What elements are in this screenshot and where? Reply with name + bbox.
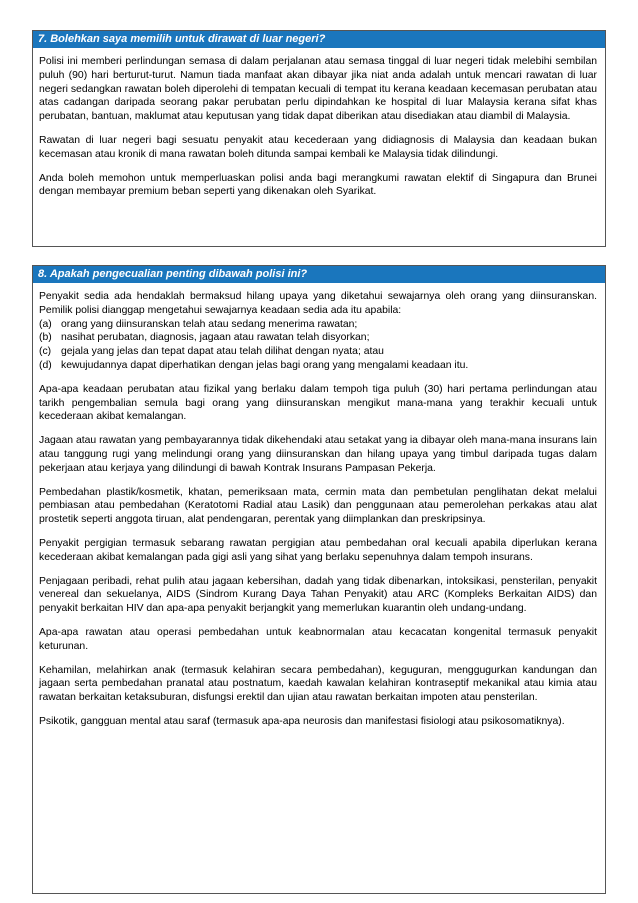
list-item-text: nasihat perubatan, diagnosis, jagaan atau rawatan telah disyorkan; — [61, 332, 370, 344]
section-8-intro: Penyakit sedia ada hendaklah bermaksud hilang upaya yang diketahui sewajarnya oleh orang yang diinsuranskan. Pemilik polisi dianggap mengetahui sewajarnya keadaan sedia ada itu apabila: — [39, 291, 597, 316]
exclusion-paragraph: Pembedahan plastik/kosmetik, khatan, pemeriksaan mata, cermin mata dan pembetulan penglihatan dekat melalui pembiasan atau pembedahan (Keratotomi Radial atau Lasik) dan penggunaan atau pemerolehan perkakas atau alat prostetik seperti anggota tiruan, alat pendengaran, perentak yang diimplankan dan preskripsinya. — [39, 486, 597, 526]
list-item-text: gejala yang jelas dan tepat dapat atau telah dilihat dengan nyata; atau — [61, 346, 384, 358]
exclusion-paragraph: Apa-apa rawatan atau operasi pembedahan untuk keabnormalan atau kecacatan kongenital termasuk penyakit keturunan. — [39, 626, 597, 652]
section-7-paragraph: Rawatan di luar negeri bagi sesuatu penyakit atau kecederaan yang didiagnosis di Malaysia dan keadaan bukan kecemasan atau kronik di mana rawatan boleh ditunda sampai kembali ke Malaysia tidak dilindungi. — [39, 134, 597, 160]
exclusion-paragraph: Penjagaan peribadi, rehat pulih atau jagaan kebersihan, dadah yang tidak dibenarkan, intoksikasi, pensterilan, penyakit venereal dan sekuelanya, AIDS (Sindrom Kurang Daya Tahan Penyakit) atau ARC (Kompleks Berkaitan AIDS) dan penyakit berkaitan HIV dan apa-apa penyakit berjangkit yang memerlukan kuarantin oleh undang-undang. — [39, 575, 597, 615]
list-marker: (a) — [39, 318, 52, 330]
exclusion-paragraph: Psikotik, gangguan mental atau saraf (termasuk apa-apa neurosis dan manifestasi fisiologi atau psikosomatiknya). — [39, 715, 565, 727]
list-marker: (d) — [39, 359, 52, 371]
condition-list — [39, 318, 597, 373]
section-7-paragraph: Polisi ini memberi perlindungan semasa di dalam perjalanan atau semasa tinggal di luar negeri tidak melebihi sembilan puluh (90) hari berturut-turut. Namun tiada manfaat akan dibayar jika niat anda adalah untuk mencari rawatan di luar negeri sedangkan rawatan boleh diperolehi di tempatan kecuali di tempat itu kerana keadaan kecemasan perubatan atau atas cadangan daripada seorang pakar perubatan perlu dipindahkan ke hospital di luar Malaysia kerana sifat khas perubatan, bantuan, maklumat atau keputusan yang tidak dapat diberikan atau disediakan atau diambil di Malaysia. — [39, 56, 597, 123]
list-item — [39, 345, 597, 359]
list-item — [39, 331, 597, 345]
list-marker: (b) — [39, 332, 52, 344]
section-8-body — [33, 283, 605, 729]
section-8-title: 8. Apakah pengecualian penting dibawah polisi ini? — [33, 266, 605, 283]
section-7-box — [32, 30, 606, 247]
list-item — [39, 318, 597, 332]
list-item-text: kewujudannya dapat diperhatikan dengan jelas bagi orang yang mengalami keadaan itu. — [61, 359, 469, 371]
exclusion-paragraph: Jagaan atau rawatan yang pembayarannya tidak dikehendaki atau setakat yang ia dibayar oleh mana-mana insurans lain atau tanggung rugi yang melindungi orang yang diinsuranskan dan hilang upaya yang timbul daripada tugas dalam pekerjaan atau kerjaya yang dilindungi di bawah Kontrak Insurans Pampasan Pekerja. — [39, 435, 597, 474]
section-8-box — [32, 265, 606, 894]
exclusion-paragraph: Apa-apa keadaan perubatan atau fizikal yang berlaku dalam tempoh tiga puluh (30) hari pertama perlindungan atau tarikh pengembalian semula bagi orang yang diinsuranskan mengikut mana-mana yang terakhir kecuali untuk kecederaan akibat kemalangan. — [39, 383, 597, 423]
section-7-title: 7. Bolehkan saya memilih untuk dirawat di luar negeri? — [33, 31, 605, 48]
section-7-body — [33, 48, 605, 199]
list-item-text: orang yang diinsuranskan telah atau sedang menerima rawatan; — [61, 318, 358, 330]
section-7-paragraph: Anda boleh memohon untuk memperluaskan polisi anda bagi merangkumi rawatan elektif di Singapura dan Brunei dengan membayar premium beban seperti yang dikenakan oleh Syarikat. — [39, 172, 597, 198]
list-marker: (c) — [39, 346, 52, 358]
list-item — [39, 359, 597, 373]
exclusion-paragraph: Kehamilan, melahirkan anak (termasuk kelahiran secara pembedahan), keguguran, menggugurkan kandungan dan jagaan serta pembedahan pranatal atau postnatum, kaedah kawalan kelahiran kontraseptif mekanikal atau kimia atau rawatan berkaitan ketaksuburan, disfungsi erektil dan ujian atau rawatan berkaitan impoten atau pensterilan. — [39, 664, 597, 704]
exclusion-paragraph: Penyakit pergigian termasuk sebarang rawatan pergigian atau pembedahan oral kecuali apabila diperlukan kerana kecederaan akibat kemalangan pada gigi asli yang sihat yang berlaku sepenuhnya dalam tempoh insurans. — [39, 537, 597, 563]
